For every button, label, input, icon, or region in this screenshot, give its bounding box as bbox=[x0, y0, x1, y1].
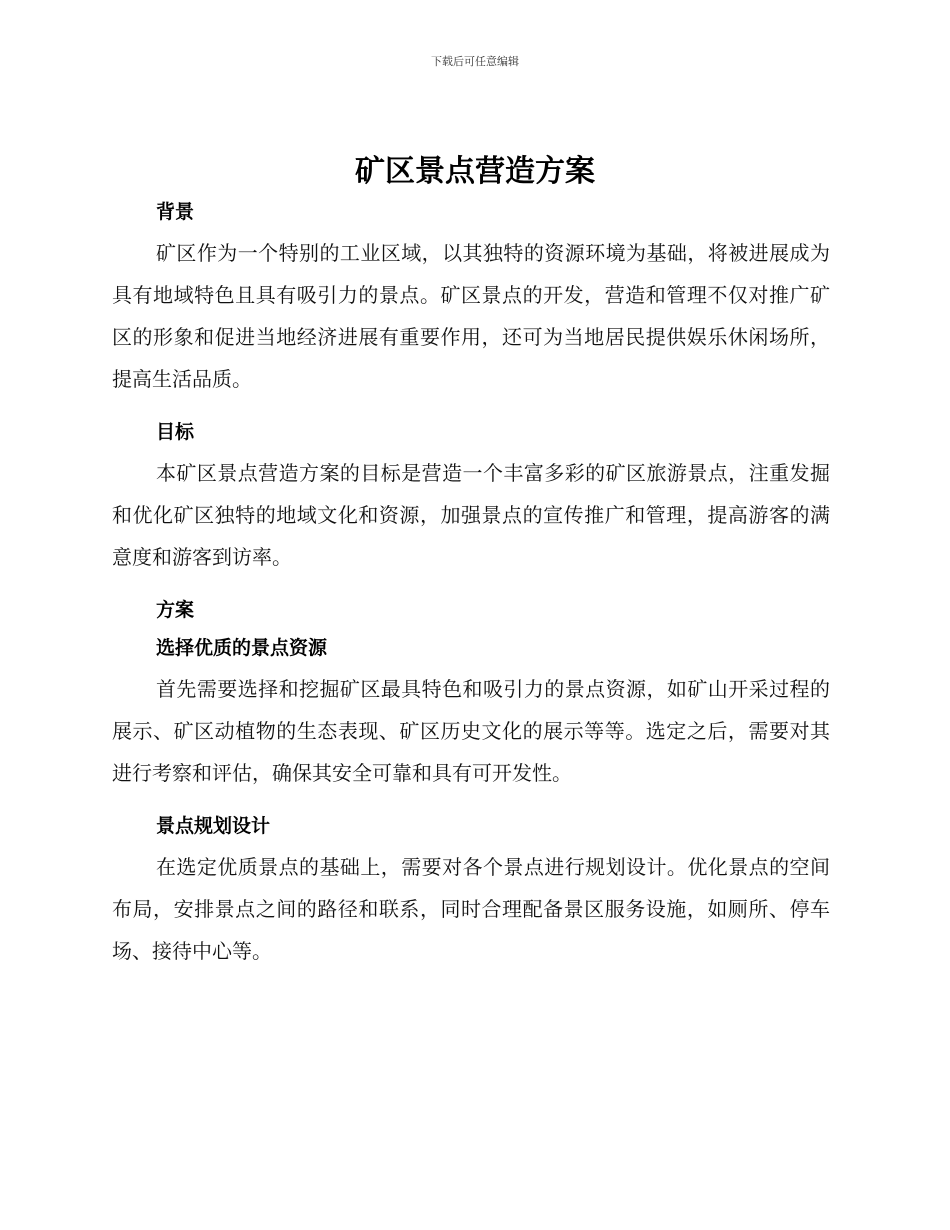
section-heading-background: 背景 bbox=[156, 201, 195, 223]
document-title: 矿区景点营造方案 bbox=[355, 154, 595, 189]
header-note: 下载后可任意编辑 bbox=[431, 55, 519, 68]
paragraph-select-resources: 首先需要选择和挖掘矿区最具特色和吸引力的景点资源，如矿山开采过程的展示、矿区动植物的生态表现、矿区历史文化的展示等等。选定之后，需要对其进行考察和评估，确保其安全可靠和具有可开发性。 bbox=[112, 677, 830, 785]
section-heading-planning-design: 景点规划设计 bbox=[156, 815, 271, 837]
section-heading-goal: 目标 bbox=[156, 421, 195, 443]
document-body bbox=[112, 200, 830, 972]
section-heading-plan: 方案 bbox=[156, 599, 195, 621]
paragraph-planning-design: 在选定优质景点的基础上，需要对各个景点进行规划设计。优化景点的空间布局，安排景点之间的路径和联系，同时合理配备景区服务设施，如厕所、停车场、接待中心等。 bbox=[112, 855, 830, 963]
paragraph-background: 矿区作为一个特别的工业区域，以其独特的资源环境为基础，将被进展成为具有地域特色且具有吸引力的景点。矿区景点的开发，营造和管理不仅对推广矿区的形象和促进当地经济进展有重要作用，还可为当地居民提供娱乐休闲场所，提高生活品质。 bbox=[112, 241, 830, 391]
section-heading-select-resources: 选择优质的景点资源 bbox=[156, 637, 328, 659]
paragraph-goal: 本矿区景点营造方案的目标是营造一个丰富多彩的矿区旅游景点，注重发掘和优化矿区独特的地域文化和资源，加强景点的宣传推广和管理，提高游客的满意度和游客到访率。 bbox=[112, 461, 830, 569]
